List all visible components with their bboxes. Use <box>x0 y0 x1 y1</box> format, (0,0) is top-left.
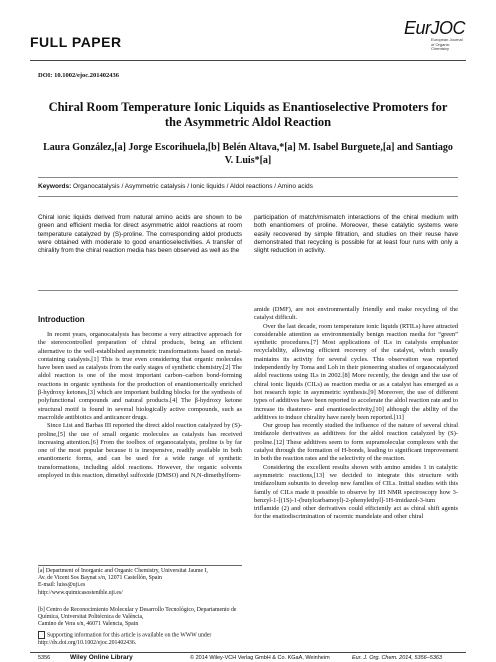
paragraph: Since List and Barbas III reported the direct aldol reaction catalyzed by (S)-proline,[5] the use of small organic molecules as catalysts has received increasing attention.[6] From the toolbox of organocatalysts, proline is by far one of the most popular because it is inexpensive, readily available in both enantiomeric forms, and can be used for a wide range of synthetic transformations, including aldol reactions. However, the organic solvents employed in this reaction, dimethyl sulfoxide (DMSO) and N,N-dimethylform- <box>38 422 242 480</box>
paragraph: Over the last decade, room temperature ionic liquids (RTILs) have attracted considerable attention as environmentally benign reaction media for “green” synthetic procedures.[7] Most applications of ILs in catalysis emphasize recyclability, allowing efficient recovery of the catalyst, which usually maintains its activity for several cycles. This observation was reported independently by Toma and Loh in their pioneering studies of organocatalyzed aldol reactions using ILs in 2002.[8] More recently, the design and the use of chiral ionic liquids (CILs) as reaction media or as a catalyst has emerged as a hot research topic in asymmetric synthesis.[9] Moreover, the use of different types of additives have been reported to accelerate the aldol reaction rate and to increase its diastereo- and enantioselectivity,[10] although the ability of the additives to induce chirality have rarely been reported.[11] <box>254 322 458 421</box>
page-number: 5356 <box>38 655 51 661</box>
wiley-online-library: Wiley Online Library <box>70 654 133 661</box>
right-column <box>254 306 458 522</box>
paragraph: amide (DMF), are not environmentally friendly and make recycling of the catalyst difficult. <box>254 306 458 322</box>
abstract-left: Chiral ionic liquids derived from natural amino acids are shown to be green and efficient media for direct asymmetric aldol reactions at room temperature catalyzed by (S)-proline. The corresponding aldol products were obtained with moderate to good enantioselectivities. A transfer of chirality from the chiral reaction media has been observed as well as the <box>38 214 242 255</box>
supporting-info <box>38 631 242 647</box>
affiliation-a: [a] Department of Inorganic and Organic Chemistry, Universitat Jaume I, Av. de Vicent Sos Baynat s/n, 12071 Castellón, Spain E-mail: luiss@uji.es http://www.quimicasostenible.uji.es/ <box>38 568 208 596</box>
header-rule <box>30 60 466 61</box>
left-column <box>38 331 242 480</box>
article-type-label: FULL PAPER <box>30 34 122 50</box>
abstract-right: participation of match/mismatch interactions of the chiral medium with both enantiomers of proline. Moreover, these catalytic systems were easily recovered by simple filtration, and studies on their reuse have demonstrated that recycling is possible for at least four runs with only a slight reduction in activity. <box>254 214 458 255</box>
keywords-rule-bottom <box>38 196 458 197</box>
paragraph: In recent years, organocatalysis has become a very attractive approach for the stereocontrolled preparation of chiral products, being an efficient alternative to the well-established asymmetric transformations based on metal-containing catalysts.[1] This is true even considering that organic molecules have been used as catalysts from the early stages of synthetic chemistry.[2] The aldol reaction is one of the most important carbon–carbon bond-forming reactions in organic synthesis for the production of enantiomerically enriched β-hydroxy ketones,[3] which are important building blocks for the synthesis of polyfunctional compounds and natural products.[4] The β-hydroxy ketone structural motif is found in several biologically active compounds, such as macrolide antibiotics and anticancer drugs. <box>38 331 242 421</box>
keywords-text: Organocatalysis / Asymmetric catalysis / Ionic liquids / Aldol reactions / Amino acids <box>73 183 313 190</box>
paragraph: Considering the excellent results shown with amino amides 1 in catalytic asymmetric reactions,[13] we decided to integrate this structure with imidazolium subunits to develop new families of CILs. Initial studies with this family of CILs made it possible to observe by 1H NMR spectroscopy how 3-benzyl-1-[(1S)-1-(butylcarbamoyl)-2-phenylethyl]-1H-imidazol-3-ium triflamide (2) and other derivatives could efficiently act as chiral shift agents for the enatiodiscrimination of racemic mandelate and other chiral <box>254 463 458 521</box>
supporting-info-text: Supporting information for this article is available on the WWW under http://dx.doi.org/10.1002/ejoc.201402436. <box>38 632 212 646</box>
logo-wordmark: EurJOC <box>404 18 466 38</box>
abstract-rule <box>38 290 458 291</box>
document-icon <box>38 631 45 639</box>
copyright: © 2014 Wiley-VCH Verlag GmbH & Co. KGaA, Weinheim <box>190 655 330 661</box>
footer-rule <box>30 652 466 653</box>
affiliation-b: [b] Centro de Reconocimiento Molecular y Desarrollo Tecnológico, Departamento de Química, Universitat Politécnica de València, Camino de Vera s/n, 46071 Valencia, Spain <box>38 607 237 628</box>
journal-citation: Eur. J. Org. Chem. 2014, 5356–5363 <box>352 655 442 661</box>
journal-logo <box>404 18 466 56</box>
keywords-rule-top <box>38 177 458 178</box>
section-heading-introduction: Introduction <box>38 315 85 324</box>
keywords <box>38 183 458 190</box>
logo-subtitle: European Journal of Organic Chemistry <box>431 37 463 51</box>
footnote-rule <box>38 565 242 566</box>
doi: DOI: 10.1002/ejoc.201402436 <box>38 72 120 79</box>
paragraph: Our group has recently studied the influence of the nature of several chiral imidazole derivatives as additives for the aldol reaction catalyzed by (S)-proline.[12] These additives seem to form supramolecular complexes with the catalyst through the formation of H-bonds, leading to significant improvement in both the reaction rates and the selectivity of the reaction. <box>254 422 458 463</box>
keywords-label: Keywords: <box>38 183 72 190</box>
article-title: Chiral Room Temperature Ionic Liquids as Enantioselective Promoters for the Asymmetric Aldol Reaction <box>48 100 448 129</box>
author-list: Laura González,[a] Jorge Escorihuela,[b] Belén Altava,*[a] M. Isabel Burguete,[a] and Santiago V. Luis*[a] <box>43 142 453 166</box>
